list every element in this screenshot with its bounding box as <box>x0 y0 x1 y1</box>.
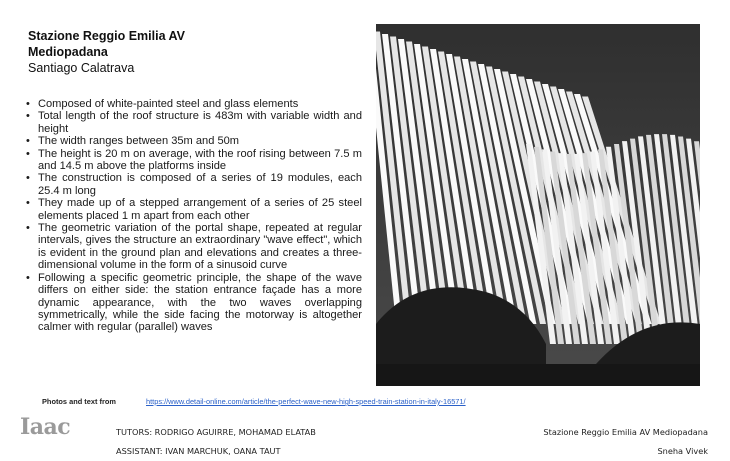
title-block <box>28 28 358 76</box>
station-photo-illustration <box>376 24 700 386</box>
credits-tutors <box>116 423 316 461</box>
footer-project-info <box>543 423 708 461</box>
architect-name: Santiago Calatrava <box>28 61 135 75</box>
project-name: Stazione Reggio Emilia AV Mediopadana <box>543 427 708 437</box>
list-item: • Composed of white-painted steel and glass elements <box>26 98 362 110</box>
list-item: • The width ranges between 35m and 50m <box>26 135 362 147</box>
tutors-line: TUTORS: RODRIGO AGUIRRE, MOHAMAD ELATAB <box>116 427 316 437</box>
list-item: • They made up of a stepped arrangement of a series of 25 steel elements placed 1 m apart from each other <box>26 197 362 222</box>
iaac-logo <box>20 414 100 440</box>
source-link[interactable]: https://www.detail-online.com/article/the-perfect-wave-new-high-speed-train-station-in-italy-16571/ <box>146 397 466 406</box>
page-title-line2: Mediopadana <box>28 45 108 59</box>
student-name: Sneha Vivek <box>657 446 708 456</box>
list-item: • The construction is composed of a series of 19 modules, each 25.4 m long <box>26 172 362 197</box>
list-item: • The geometric variation of the portal shape, repeated at regular intervals, gives the structure an extraordinary "wave effect", which is evident in the ground plan and elevations and creates a three-dimensional volume in the form of a sinusoid curve <box>26 222 362 272</box>
credits-label: Photos and text from <box>42 397 116 406</box>
list-item: • The height is 20 m on average, with the roof rising between 7.5 m and 14.5 m above the platforms inside <box>26 148 362 173</box>
list-item: • Following a specific geometric principle, the shape of the wave differs on either side: the station entrance façade has a more dynamic appearance, with the two waves overlapping symmetrically, while the side facing the motorway is altogether calmer with regular (parallel) waves <box>26 272 362 334</box>
ground <box>376 364 700 386</box>
svg-text:Iaac: Iaac <box>20 414 71 440</box>
list-item: • Total length of the roof structure is 483m with variable width and height <box>26 110 362 135</box>
fact-list <box>26 98 362 334</box>
station-photo <box>376 24 700 386</box>
assistant-line: ASSISTANT: IVAN MARCHUK, OANA TAUT <box>116 446 281 456</box>
page-title-line1: Stazione Reggio Emilia AV <box>28 29 185 43</box>
